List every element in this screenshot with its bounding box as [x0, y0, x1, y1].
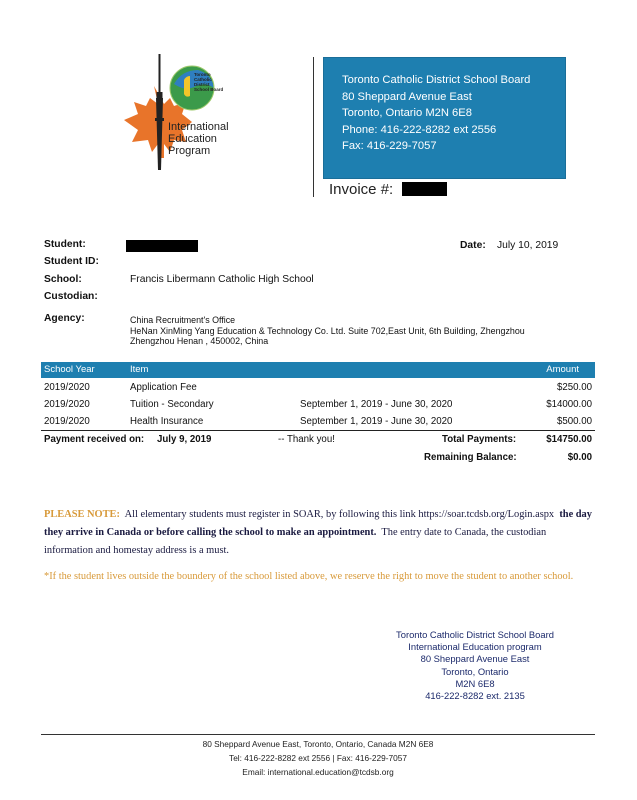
header-street: 80 Sheppard Avenue East	[342, 90, 472, 103]
signature-stamp	[380, 629, 570, 702]
svg-text:Catholic: Catholic	[194, 77, 212, 82]
col-amount: Amount	[546, 364, 579, 375]
row-year: 2019/2020	[44, 416, 90, 427]
page-footer	[41, 737, 595, 779]
thank-you-text: -- Thank you!	[278, 434, 335, 445]
date-label: Date:	[460, 240, 486, 251]
svg-text:District: District	[194, 82, 210, 87]
header-fax: Fax: 416-229-7057	[342, 140, 437, 153]
footer-email: Email: international.education@tcdsb.org	[242, 767, 394, 777]
row-year: 2019/2020	[44, 382, 90, 393]
payment-label: Payment received on:	[44, 434, 145, 445]
student-name-redacted	[126, 240, 198, 252]
table-row	[0, 399, 637, 415]
invoice-number-redacted	[402, 182, 447, 196]
row-amount: $14000.00	[546, 399, 592, 410]
agency-line3: Zhengzhou Henan , 450002, China	[130, 336, 269, 346]
remaining-balance-value: $0.00	[567, 452, 592, 463]
stamp-line6: 416-222-8282 ext. 2135	[425, 690, 525, 702]
remaining-balance-label: Remaining Balance:	[424, 452, 517, 463]
logo-program-line3: Program	[168, 145, 211, 157]
stamp-line2: International Education program	[408, 641, 542, 653]
total-payments-label: Total Payments:	[442, 434, 517, 445]
header-divider	[313, 57, 314, 197]
svg-text:Toronto: Toronto	[194, 72, 211, 77]
agency-label: Agency:	[44, 313, 85, 324]
custodian-label: Custodian:	[44, 291, 98, 302]
school-label: School:	[44, 274, 82, 285]
payment-row	[0, 434, 637, 450]
footer-phone: Tel: 416-222-8282 ext 2556 | Fax: 416-229-7057	[229, 753, 407, 763]
col-item: Item	[130, 364, 149, 375]
note-bold-text: the day they arrive in Canada or before calling the school to make an appointment.	[44, 509, 592, 538]
header-address-box	[323, 57, 566, 179]
header-phone: Phone: 416-222-8282 ext 2556	[342, 123, 497, 136]
col-school-year: School Year	[44, 364, 95, 375]
invoice-number-label: Invoice #:	[329, 181, 394, 198]
please-note-paragraph	[44, 506, 592, 560]
footer-address: 80 Sheppard Avenue East, Toronto, Ontario, Canada M2N 6E8	[202, 739, 434, 749]
row-item: Health Insurance	[130, 416, 204, 427]
svg-text:School Board: School Board	[194, 87, 224, 92]
date-value: July 10, 2019	[497, 240, 559, 251]
row-period: September 1, 2019 - June 30, 2020	[300, 399, 453, 410]
table-row	[0, 382, 637, 398]
agency-line1: China Recruitment's Office	[130, 315, 236, 325]
row-amount: $500.00	[556, 416, 592, 427]
total-payments-value: $14750.00	[546, 434, 592, 445]
stamp-line5: M2N 6E8	[455, 677, 495, 689]
note-text-2: The entry date to Canada, the custodian information and homestay address is a must.	[44, 527, 547, 556]
row-amount: $250.00	[556, 382, 592, 393]
stamp-line1: Toronto Catholic District School Board	[396, 629, 554, 640]
header-org-name: Toronto Catholic District School Board	[342, 74, 531, 86]
row-year: 2019/2020	[44, 399, 90, 410]
school-value: Francis Libermann Catholic High School	[130, 274, 314, 285]
row-item: Tuition - Secondary	[130, 399, 214, 410]
student-label: Student:	[44, 239, 86, 250]
soar-link[interactable]: https://soar.tcdsb.org/Login.aspx	[418, 509, 555, 520]
boundary-footnote: *If the student lives outside the boundery of the school listed above, we reserve the right to move the student to another school.	[44, 571, 574, 582]
agency-line2: HeNan XinMing Yang Education & Technology Co. Ltd. Suite 702,East Unit, 6th Building, Zhengzhou	[130, 325, 525, 336]
please-note-label: PLEASE NOTE:	[44, 509, 120, 520]
note-text-1: All elementary students must register in SOAR, by following this link	[124, 509, 416, 520]
remaining-row	[0, 452, 637, 468]
stamp-line3: 80 Sheppard Avenue East	[420, 653, 530, 665]
stamp-line4: Toronto, Ontario	[441, 665, 509, 677]
payment-date: July 9, 2019	[157, 434, 212, 445]
tcdsb-logo	[112, 46, 247, 181]
row-period: September 1, 2019 - June 30, 2020	[300, 416, 453, 427]
invoice-table-header	[41, 362, 595, 378]
student-id-label: Student ID:	[44, 256, 99, 267]
agency-address	[130, 315, 525, 347]
header-city: Toronto, Ontario M2N 6E8	[342, 107, 472, 120]
logo-graphic	[112, 46, 247, 181]
logo-program-line2: Education	[168, 133, 217, 145]
footer-divider	[41, 734, 595, 735]
logo-program-line1: International	[168, 121, 229, 133]
table-divider	[41, 430, 595, 431]
row-item: Application Fee	[130, 382, 197, 393]
